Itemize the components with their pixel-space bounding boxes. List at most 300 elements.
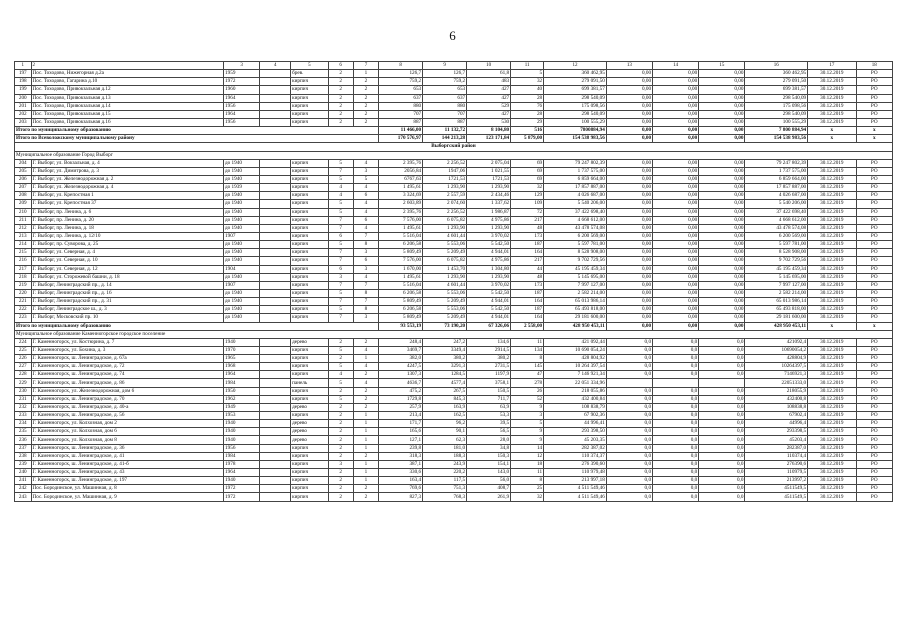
table-cell: 0,00 <box>606 281 652 289</box>
table-cell: 30.12.2019 <box>808 493 856 501</box>
table-cell: 0,0 <box>653 428 699 436</box>
table-cell: Г. Выборг, ул. Железнодорожная д. 4 <box>31 184 224 192</box>
table-cell: 56,0 <box>467 477 511 485</box>
table-cell: 30.12.2019 <box>808 444 856 452</box>
column-number-cell: 9 <box>423 62 467 70</box>
table-cell: 759,2 <box>379 78 423 86</box>
table-cell: 1972 <box>224 78 260 86</box>
table-cell: 238 <box>15 452 32 460</box>
table-cell: 0,0 <box>653 469 699 477</box>
table-cell: до 1940 <box>224 159 260 167</box>
table-cell: 4 <box>328 192 353 200</box>
table-cell: Г. Каменногорск, ш. Ленинградское, д. 72 <box>31 363 224 371</box>
table-cell: 0,00 <box>653 298 699 306</box>
table-cell: 29 181 600,00 <box>544 314 607 322</box>
table-cell: Пос. Тоходово, Привокзальная д.14 <box>31 102 224 110</box>
table-cell: 1940 <box>224 338 260 346</box>
table-cell: 0,0 <box>699 477 745 485</box>
table-cell: 276 390,60 <box>544 460 607 468</box>
table-cell: 2 <box>353 78 378 86</box>
table-cell: 17 857 887,00 <box>544 184 607 192</box>
table-cell <box>260 232 291 240</box>
table-cell: РО <box>856 387 892 395</box>
table-cell: 30.12.2019 <box>808 477 856 485</box>
table-cell: 0,0 <box>606 346 652 354</box>
table-cell: 2 074,60 <box>423 200 467 208</box>
table-cell: Г. Выборг, ул. Крепостная 1 <box>31 192 224 200</box>
subtotal-cell: 428 950 453,11 <box>745 322 808 330</box>
table-cell: 298 540,09 <box>745 94 808 102</box>
table-cell: 65 013 986,14 <box>544 298 607 306</box>
table-row <box>15 200 893 208</box>
table-cell: Г. Каменногорск, ул. Колхозная, дом 8 <box>31 436 224 444</box>
table-cell: 2 <box>328 355 353 363</box>
table-cell: 30.12.2019 <box>808 78 856 86</box>
table-cell: 8 <box>511 477 544 485</box>
table-row <box>15 412 893 420</box>
table-cell: 8 <box>353 241 378 249</box>
table-cell <box>260 159 291 167</box>
table-cell: 30.12.2019 <box>808 412 856 420</box>
table-cell: 30.12.2019 <box>808 289 856 297</box>
table-cell: 218 055,86 <box>544 387 607 395</box>
table-cell: 30.12.2019 <box>808 355 856 363</box>
table-cell: 0,00 <box>699 94 745 102</box>
table-cell: 0,00 <box>606 200 652 208</box>
table-cell: Г. Выборг, ул. Сторожевой башни, д. 18 <box>31 273 224 281</box>
table-cell: 1721,53 <box>423 175 467 183</box>
table-cell: 0,00 <box>653 86 699 94</box>
table-cell: 223 <box>15 314 32 322</box>
table-cell: 1956 <box>224 102 260 110</box>
table-cell: 2 582 214,00 <box>544 289 607 297</box>
subtotal-cell: 154 538 983,56 <box>544 135 607 143</box>
table-cell: 0,00 <box>699 118 745 126</box>
table-cell: кирпич <box>291 444 328 452</box>
table-cell: 143,0 <box>467 469 511 477</box>
table-cell: 47 <box>511 371 544 379</box>
table-cell: 768,3 <box>423 493 467 501</box>
table-cell: 0,0 <box>699 403 745 411</box>
table-cell <box>260 412 291 420</box>
table-cell: дерево <box>291 338 328 346</box>
table-cell: 9 702 729,56 <box>745 257 808 265</box>
table-cell: РО <box>856 200 892 208</box>
subtotal-label: Итого по муниципальному образованию <box>15 322 379 330</box>
table-cell: 44 <box>511 265 544 273</box>
table-cell: 4511549,5 <box>745 493 808 501</box>
table-cell: РО <box>856 281 892 289</box>
table-cell: 28 <box>511 110 544 118</box>
table-cell: 427 <box>467 86 511 94</box>
table-cell: 0,00 <box>606 306 652 314</box>
column-number-row <box>15 62 893 70</box>
table-cell: 30.12.2019 <box>808 224 856 232</box>
table-cell: 0,0 <box>699 420 745 428</box>
table-cell: 4 668 612,00 <box>745 216 808 224</box>
table-cell <box>260 387 291 395</box>
table-cell: 3 970,02 <box>467 281 511 289</box>
housing-register-table <box>14 61 893 502</box>
table-cell: 30.12.2019 <box>808 436 856 444</box>
table-cell: 707 <box>423 110 467 118</box>
table-cell: 2 <box>353 395 378 403</box>
table-cell <box>260 403 291 411</box>
table-cell: 2 <box>353 94 378 102</box>
table-cell: 382,0 <box>379 355 423 363</box>
table-cell: 0,0 <box>653 395 699 403</box>
table-cell <box>260 281 291 289</box>
table-cell: Г. Выборг, Московский пр. 10 <box>31 314 224 322</box>
table-cell: кирпич <box>291 355 328 363</box>
table-cell: 4 <box>353 346 378 354</box>
table-cell: 2056,84 <box>379 167 423 175</box>
table-cell: 0,00 <box>699 306 745 314</box>
table-cell: 2 <box>353 102 378 110</box>
table-cell: 12 <box>511 452 544 460</box>
table-cell: 6 859 664,00 <box>745 175 808 183</box>
table-cell: Г. Каменногорск, ул. Костюрина, д. 7 <box>31 338 224 346</box>
table-cell: 5 597 781,00 <box>745 241 808 249</box>
table-cell: 69 <box>511 167 544 175</box>
table-cell <box>260 86 291 94</box>
table-cell: 30.12.2019 <box>808 249 856 257</box>
table-cell: 69 <box>511 175 544 183</box>
table-cell: 0,00 <box>699 281 745 289</box>
table-cell: 0,0 <box>653 493 699 501</box>
table-cell: РО <box>856 379 892 387</box>
column-number-cell: 11 <box>511 62 544 70</box>
table-cell: 173 <box>511 281 544 289</box>
table-cell: 239 <box>15 460 32 468</box>
table-cell: 30.12.2019 <box>808 281 856 289</box>
table-cell: 69 <box>511 159 544 167</box>
table-cell <box>260 485 291 493</box>
table-cell: 5 <box>328 289 353 297</box>
table-row <box>15 70 893 78</box>
table-cell: 6 206,58 <box>379 241 423 249</box>
table-cell: 5 542,50 <box>467 241 511 249</box>
table-cell: кирпич <box>291 469 328 477</box>
table-cell: 3758,1 <box>467 379 511 387</box>
table-cell: 30.12.2019 <box>808 175 856 183</box>
table-cell: 0,0 <box>653 403 699 411</box>
subtotal-cell: 0,00 <box>606 135 652 143</box>
table-cell: 0,0 <box>606 403 652 411</box>
table-cell: 0,00 <box>653 289 699 297</box>
table-cell: 7 <box>328 281 353 289</box>
table-cell: 0,0 <box>606 452 652 460</box>
table-cell: 0,0 <box>653 371 699 379</box>
table-cell: 30.12.2019 <box>808 118 856 126</box>
table-row <box>15 306 893 314</box>
table-cell: 4 668 612,00 <box>544 216 607 224</box>
table-cell: 0,0 <box>699 387 745 395</box>
subtotal-cell: 0,00 <box>653 127 699 135</box>
table-cell: 217 <box>15 265 32 273</box>
table-row <box>15 159 893 167</box>
table-cell: 205 <box>15 167 32 175</box>
table-cell: 653 <box>379 86 423 94</box>
table-cell: 203 <box>15 118 32 126</box>
table-cell: 699 381,57 <box>745 86 808 94</box>
table-cell: кирпич <box>291 387 328 395</box>
table-cell: 1 453,70 <box>423 265 467 273</box>
table-cell <box>260 273 291 281</box>
table-cell: 222 <box>15 306 32 314</box>
table-cell: 0,00 <box>653 208 699 216</box>
table-cell: Пос. Бородинское, ул. Машинная, д. 9 <box>31 493 224 501</box>
table-cell: 1949 <box>224 403 260 411</box>
table-cell: 0,0 <box>699 355 745 363</box>
table-cell: Г. Выборг, ул. Северная, д. 4 <box>31 249 224 257</box>
subtotal-row <box>15 127 893 135</box>
table-cell: 1940 <box>224 420 260 428</box>
table-cell: до 1940 <box>224 306 260 314</box>
table-cell: РО <box>856 420 892 428</box>
municipality-title: Муниципальное образование Город Выборг <box>15 151 893 159</box>
table-cell: 234 <box>15 420 32 428</box>
table-cell: РО <box>856 118 892 126</box>
table-cell: 1940 <box>224 436 260 444</box>
table-cell: 0,00 <box>606 241 652 249</box>
table-cell: РО <box>856 208 892 216</box>
table-cell: 1907 <box>224 281 260 289</box>
table-cell: 0,00 <box>699 232 745 240</box>
table-row <box>15 78 893 86</box>
table-cell <box>260 363 291 371</box>
subtotal-cell: х <box>808 322 856 330</box>
table-cell: 0,00 <box>653 216 699 224</box>
table-cell: 4 975,86 <box>467 257 511 265</box>
table-cell: 0,00 <box>699 110 745 118</box>
table-cell: 0,0 <box>699 346 745 354</box>
table-cell: 30.12.2019 <box>808 338 856 346</box>
table-cell: 0,00 <box>606 289 652 297</box>
table-cell: 3 <box>353 167 378 175</box>
table-cell: до 1940 <box>224 257 260 265</box>
table-row <box>15 102 893 110</box>
table-cell: 163,4 <box>379 477 423 485</box>
column-number-cell: 10 <box>467 62 511 70</box>
table-cell: 0,0 <box>653 452 699 460</box>
table-cell: 181,0 <box>423 444 467 452</box>
table-cell: 0,00 <box>606 192 652 200</box>
table-cell: 653 <box>423 86 467 94</box>
table-cell: 0,0 <box>653 387 699 395</box>
table-cell: 0,0 <box>606 420 652 428</box>
table-cell: 7 <box>328 298 353 306</box>
table-cell: 1 <box>353 477 378 485</box>
table-row <box>15 477 893 485</box>
table-cell: 880 <box>379 102 423 110</box>
table-cell: 0,00 <box>606 78 652 86</box>
table-cell <box>260 257 291 265</box>
table-cell: 10 690 054,24 <box>544 346 607 354</box>
table-cell: 475,2 <box>379 387 423 395</box>
table-cell: 7 <box>328 249 353 257</box>
table-cell: 5 <box>328 200 353 208</box>
table-cell: 2731,5 <box>467 363 511 371</box>
table-cell <box>260 444 291 452</box>
table-cell: 26 <box>511 387 544 395</box>
table-cell: 0,0 <box>653 346 699 354</box>
table-cell: 0,00 <box>699 289 745 297</box>
table-cell: 0,00 <box>606 208 652 216</box>
table-cell: 110374,4 <box>745 452 808 460</box>
table-cell: 90,1 <box>423 428 467 436</box>
table-row <box>15 355 893 363</box>
table-cell: 2 <box>353 493 378 501</box>
table-cell: РО <box>856 363 892 371</box>
table-cell: 360 462,95 <box>745 70 808 78</box>
table-cell: 1 670,00 <box>379 265 423 273</box>
table-cell: 2 395,76 <box>379 159 423 167</box>
table-cell: 2 <box>328 70 353 78</box>
table-cell: РО <box>856 167 892 175</box>
table-cell: 2914,5 <box>467 346 511 354</box>
table-cell: 213,4 <box>379 412 423 420</box>
table-cell: Г. Каменногорск, ш. Ленинградское, д. 67а <box>31 355 224 363</box>
table-cell: Г. Выборг, Ленинградский пр., д. 14 <box>31 281 224 289</box>
table-cell: 206 <box>15 175 32 183</box>
table-cell: 3469,7 <box>379 346 423 354</box>
table-cell: 2 <box>328 110 353 118</box>
table-cell: Г. Выборг, пр. Ленина, д. 6 <box>31 208 224 216</box>
table-cell: 298 540,09 <box>544 110 607 118</box>
table-cell: 22 051 334,96 <box>544 379 607 387</box>
table-cell: 199 <box>15 86 32 94</box>
table-cell: 360 462,95 <box>544 70 607 78</box>
table-cell: 0,0 <box>653 355 699 363</box>
table-cell: 7 997 127,00 <box>544 281 607 289</box>
table-cell: 8 <box>511 355 544 363</box>
table-cell: 30.12.2019 <box>808 371 856 379</box>
table-cell: 4577,4 <box>423 379 467 387</box>
table-cell: РО <box>856 257 892 265</box>
table-cell: 187 <box>511 289 544 297</box>
table-cell: 2 557,59 <box>423 192 467 200</box>
table-cell: 5 <box>328 241 353 249</box>
table-cell: 2 <box>353 452 378 460</box>
table-cell: 2 <box>353 110 378 118</box>
table-cell: до 1940 <box>224 208 260 216</box>
table-cell: 30.12.2019 <box>808 192 856 200</box>
table-cell: Г. Каменногорск, ш. Ленинградское, д. 40-а <box>31 403 224 411</box>
table-cell <box>260 184 291 192</box>
table-cell: 5 209,49 <box>423 298 467 306</box>
table-cell: Пос. Тоходово, Привокзальная д.13 <box>31 94 224 102</box>
table-cell: Г. Каменногорск, ш. Ленинградское, д. 56 <box>31 412 224 420</box>
table-cell: кирпич <box>291 493 328 501</box>
table-cell: 0,00 <box>699 249 745 257</box>
table-cell: 10 264 397,54 <box>544 363 607 371</box>
municipality-header-row <box>15 330 893 338</box>
table-cell: 248,4 <box>379 338 423 346</box>
table-cell: 0,00 <box>606 159 652 167</box>
table-cell: 227 <box>15 363 32 371</box>
table-cell <box>260 469 291 477</box>
subtotal-cell: х <box>856 127 892 135</box>
table-cell: 0,00 <box>699 200 745 208</box>
table-cell: 2 <box>353 86 378 94</box>
table-cell: 30.12.2019 <box>808 387 856 395</box>
table-cell <box>260 436 291 444</box>
table-cell: 221 <box>15 298 32 306</box>
table-cell: 3 970,02 <box>467 232 511 240</box>
table-cell: 2 <box>328 436 353 444</box>
table-cell: Пос. Тоходово, Привокзальная д.12 <box>31 86 224 94</box>
table-row <box>15 110 893 118</box>
table-cell: 2 256,52 <box>423 159 467 167</box>
table-cell: 0,0 <box>699 469 745 477</box>
table-cell: 17 857 887,00 <box>745 184 808 192</box>
table-cell: 3 <box>328 273 353 281</box>
table-cell: 880 <box>423 102 467 110</box>
subtotal-cell: 11 466,00 <box>379 127 423 135</box>
table-cell: 0,0 <box>606 355 652 363</box>
table-cell: 43 478 574,08 <box>745 224 808 232</box>
table-cell: 1950 <box>224 387 260 395</box>
table-cell: 1 293,90 <box>467 273 511 281</box>
table-cell: 0,0 <box>699 428 745 436</box>
table-cell: 4 944,01 <box>467 298 511 306</box>
subtotal-label: Итого по муниципальному образованию <box>15 127 379 135</box>
table-cell: 8 <box>353 289 378 297</box>
table-cell: 0,00 <box>699 70 745 78</box>
table-cell: до 1940 <box>224 289 260 297</box>
table-cell: кирпич <box>291 314 328 322</box>
table-row <box>15 175 893 183</box>
table-row <box>15 338 893 346</box>
table-cell: Г. Каменногорск, ш. Ленинградское, д. 70 <box>31 395 224 403</box>
table-cell <box>260 167 291 175</box>
table-cell: 0,00 <box>606 70 652 78</box>
table-cell: 759,2 <box>423 78 467 86</box>
table-cell: 5 <box>328 379 353 387</box>
table-cell: 4 601,44 <box>423 232 467 240</box>
table-cell: 1 <box>353 469 378 477</box>
table-row <box>15 94 893 102</box>
table-cell: 212 <box>15 224 32 232</box>
table-cell: 0,00 <box>606 110 652 118</box>
table-cell: 293 398,50 <box>544 428 607 436</box>
table-cell: Г. Выборг, ул. Северная, д. 10 <box>31 257 224 265</box>
table-cell: кирпич <box>291 412 328 420</box>
table-cell: 76 <box>511 102 544 110</box>
table-cell: 45 195 459,34 <box>544 265 607 273</box>
table-cell: РО <box>856 436 892 444</box>
table-cell: 2 <box>328 412 353 420</box>
table-row <box>15 469 893 477</box>
table-cell: дерево <box>291 436 328 444</box>
table-cell: 1 293,90 <box>467 224 511 232</box>
table-cell <box>260 306 291 314</box>
table-cell: РО <box>856 452 892 460</box>
table-cell: 236 <box>15 436 32 444</box>
table-cell: 298 540,09 <box>544 94 607 102</box>
table-cell: 1956 <box>224 444 260 452</box>
table-cell: 1972 <box>224 485 260 493</box>
table-cell: 1 495,61 <box>379 184 423 192</box>
table-cell: 45 203,35 <box>544 436 607 444</box>
table-cell: до 1940 <box>224 175 260 183</box>
table-cell: 1 495,61 <box>379 273 423 281</box>
table-cell: 0,00 <box>699 102 745 110</box>
table-cell: 3349,4 <box>423 346 467 354</box>
table-cell: 37 422 698,40 <box>544 208 607 216</box>
table-cell: 0,0 <box>606 469 652 477</box>
